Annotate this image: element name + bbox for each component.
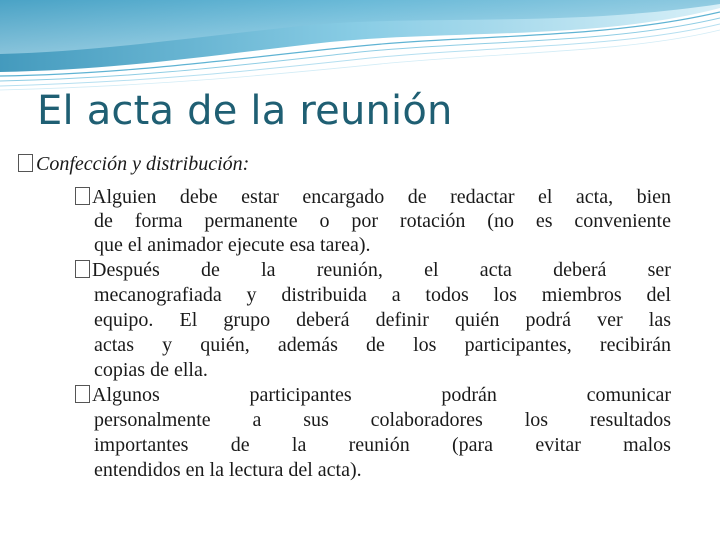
square-bullet-icon — [75, 187, 90, 205]
bullet-1-line-1: Alguien debe estar encargado de redactar el acta, bien — [75, 185, 671, 209]
square-bullet-icon — [18, 154, 33, 172]
bullet-2-line-1: Después de la reunión, el acta deberá ser — [75, 258, 671, 282]
bullet-1-line-3: que el animador ejecute esa tarea). — [94, 234, 371, 256]
section-heading — [18, 152, 378, 176]
slide-title: El acta de la reunión — [37, 88, 453, 134]
bullet-3-line-1: Algunos participantes podrán comunicar — [75, 383, 671, 407]
square-bullet-icon — [75, 385, 90, 403]
bullet-1-line-2: de forma permanente o por rotación (no es conveniente — [94, 210, 671, 232]
section-heading-text: Confección y distribución: — [36, 153, 250, 175]
bullet-2-line-4: actas y quién, además de los participantes, recibirán — [94, 334, 671, 356]
bullet-2-line-5: copias de ella. — [94, 359, 208, 381]
square-bullet-icon — [75, 260, 90, 278]
bullet-3-line-2: personalmente a sus colaboradores los resultados — [94, 409, 671, 431]
bullet-2-line-2: mecanografiada y distribuida a todos los miembros del — [94, 284, 671, 306]
bullet-3-line-3: importantes de la reunión (para evitar malos — [94, 434, 671, 456]
bullet-3-line-4: entendidos en la lectura del acta). — [94, 459, 362, 481]
bullet-2-line-3: equipo. El grupo deberá definir quién podrá ver las — [94, 309, 671, 331]
